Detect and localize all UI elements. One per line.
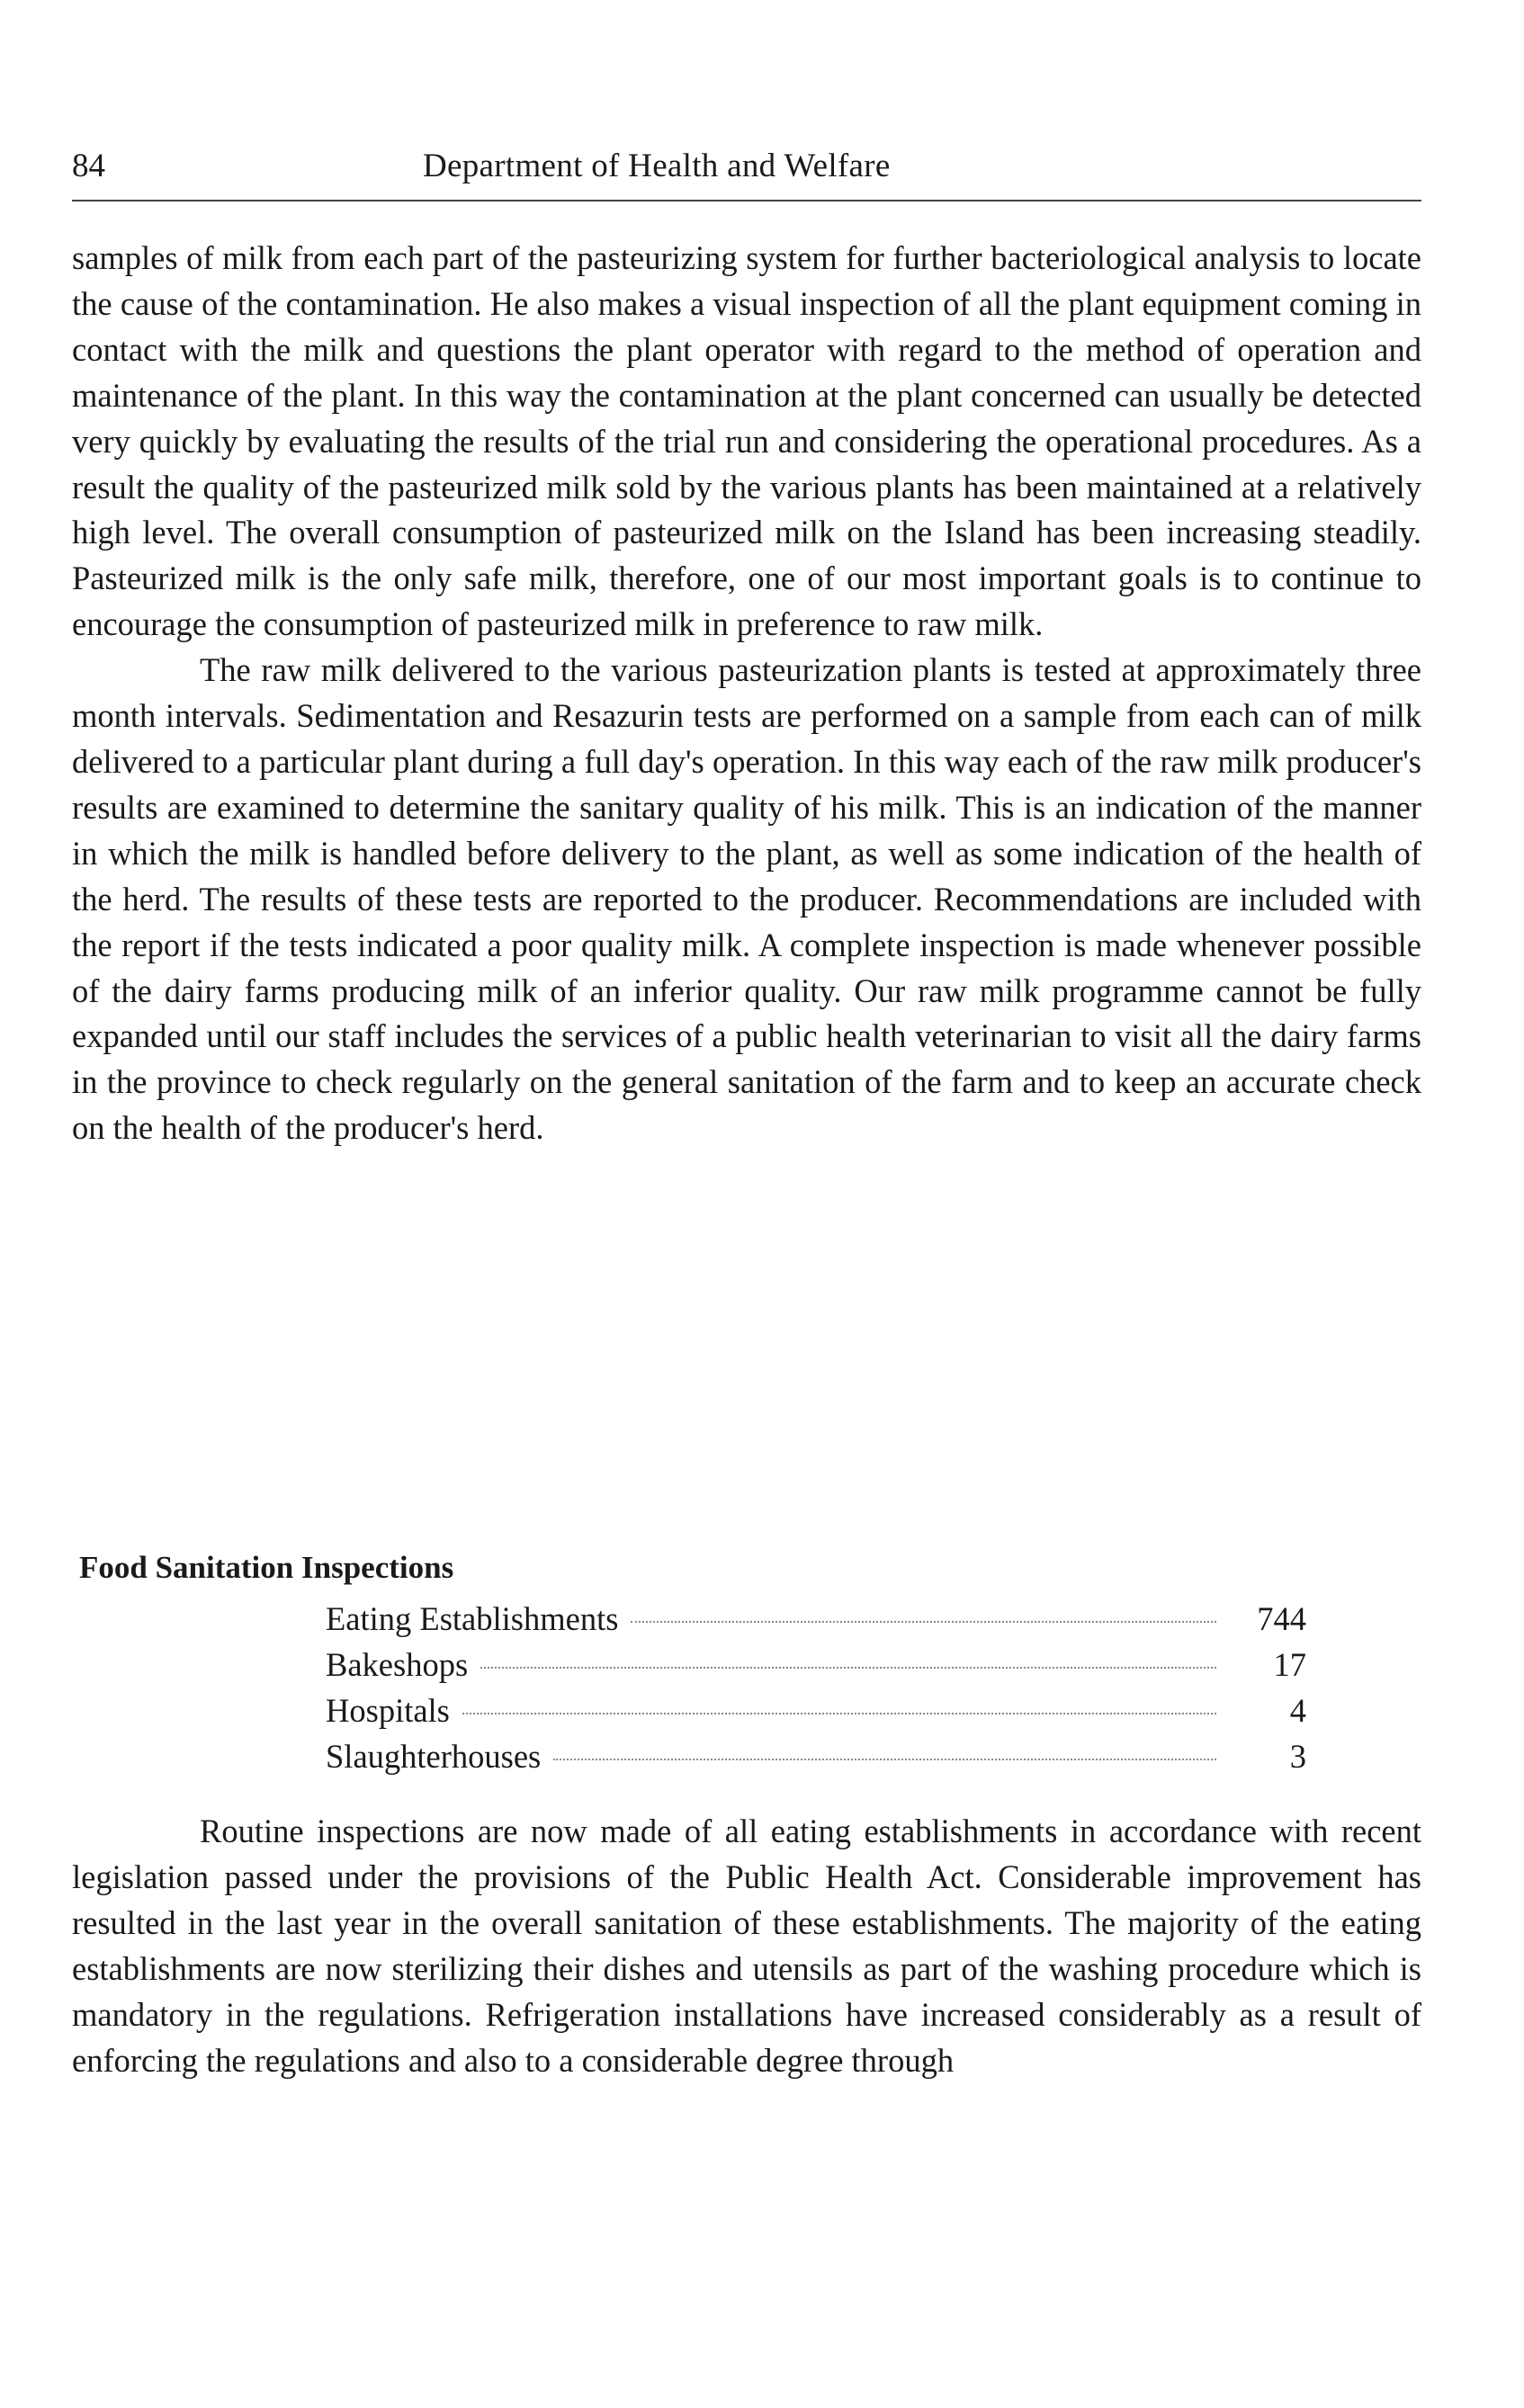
inspection-label: Eating Establishments xyxy=(326,1600,619,1637)
dot-leader xyxy=(631,1621,1216,1623)
inspection-label: Hospitals xyxy=(326,1692,450,1729)
list-item xyxy=(326,1596,1306,1642)
header-rule xyxy=(72,200,1421,201)
list-item xyxy=(326,1642,1306,1687)
body-text-closing xyxy=(72,1808,1421,2083)
inspection-count: 17 xyxy=(1273,1646,1306,1683)
inspection-label: Bakeshops xyxy=(326,1646,469,1683)
paragraph-raw-milk: The raw milk delivered to the various pasteurization plants is tested at approximately three month intervals. Sedimentation and Resazurin tests are performed on a sample from each can of milk delivered to a particular plant during a full day's operation. In this way each of the raw milk producer's results are examined to determine the sanitary quality of his milk. This is an indication of the manner in which the milk is handled before delivery to the plant, as well as some indication of the health of the herd. The results of these tests are reported to the producer. Recommendations are included with the report if the tests indicated a poor quality milk. A complete inspection is made whenever possible of the dairy farms producing milk of an inferior quality. Our raw milk programme cannot be fully expanded until our staff includes the services of a public health veterinarian to visit all the dairy farms in the province to check regularly on the general sanitation of the farm and to keep an accurate check on the health of the producer's herd. xyxy=(72,651,1421,1147)
dot-leader xyxy=(553,1759,1216,1760)
page-number: 84 xyxy=(72,148,105,184)
body-text xyxy=(72,236,1421,1151)
paragraph-continued: samples of milk from each part of the pasteurizing system for further bacteriological analysis to locate the cause of the contamination. He also makes a visual inspection of all the plant equipment coming in contact with the milk and questions the plant operator with regard to the method of operation and maintenance of the plant. In this way the contamination at the plant concerned can usually be detected very quickly by evaluating the results of the trial run and considering the operational procedures. As a result the quality of the pasteurized milk sold by the various plants has been maintained at a relatively high level. The overall consumption of pasteurized milk on the Island has been increasing steadily. Pasteurized milk is the only safe milk, therefore, one of our most important goals is to continue to encourage the consumption of pasteurized milk in preference to raw milk. xyxy=(72,239,1421,643)
list-item xyxy=(326,1733,1306,1779)
dot-leader xyxy=(462,1713,1216,1714)
page-header xyxy=(72,144,1421,189)
inspection-count: 744 xyxy=(1257,1600,1306,1637)
inspection-count: 4 xyxy=(1289,1692,1306,1729)
list-item xyxy=(326,1687,1306,1733)
section-heading: Food Sanitation Inspections xyxy=(79,1550,454,1585)
running-head: Department of Health and Welfare xyxy=(423,148,891,184)
inspection-list xyxy=(326,1596,1306,1779)
inspection-count: 3 xyxy=(1289,1738,1306,1775)
paragraph-routine-inspections: Routine inspections are now made of all eating establishments in accordance with recent legislation passed under the provisions of the Public Health Act. Considerable improvement has resulted in the last year in the overall sanitation of these establishments. The majority of the eating establishments are now sterilizing their dishes and utensils as part of the washing procedure which is mandatory in the regulations. Refrigeration installations have increased considerably as a result of enforcing the regulations and also to a considerable degree through xyxy=(72,1813,1421,2079)
inspection-label: Slaughterhouses xyxy=(326,1738,542,1775)
dot-leader xyxy=(480,1667,1216,1669)
